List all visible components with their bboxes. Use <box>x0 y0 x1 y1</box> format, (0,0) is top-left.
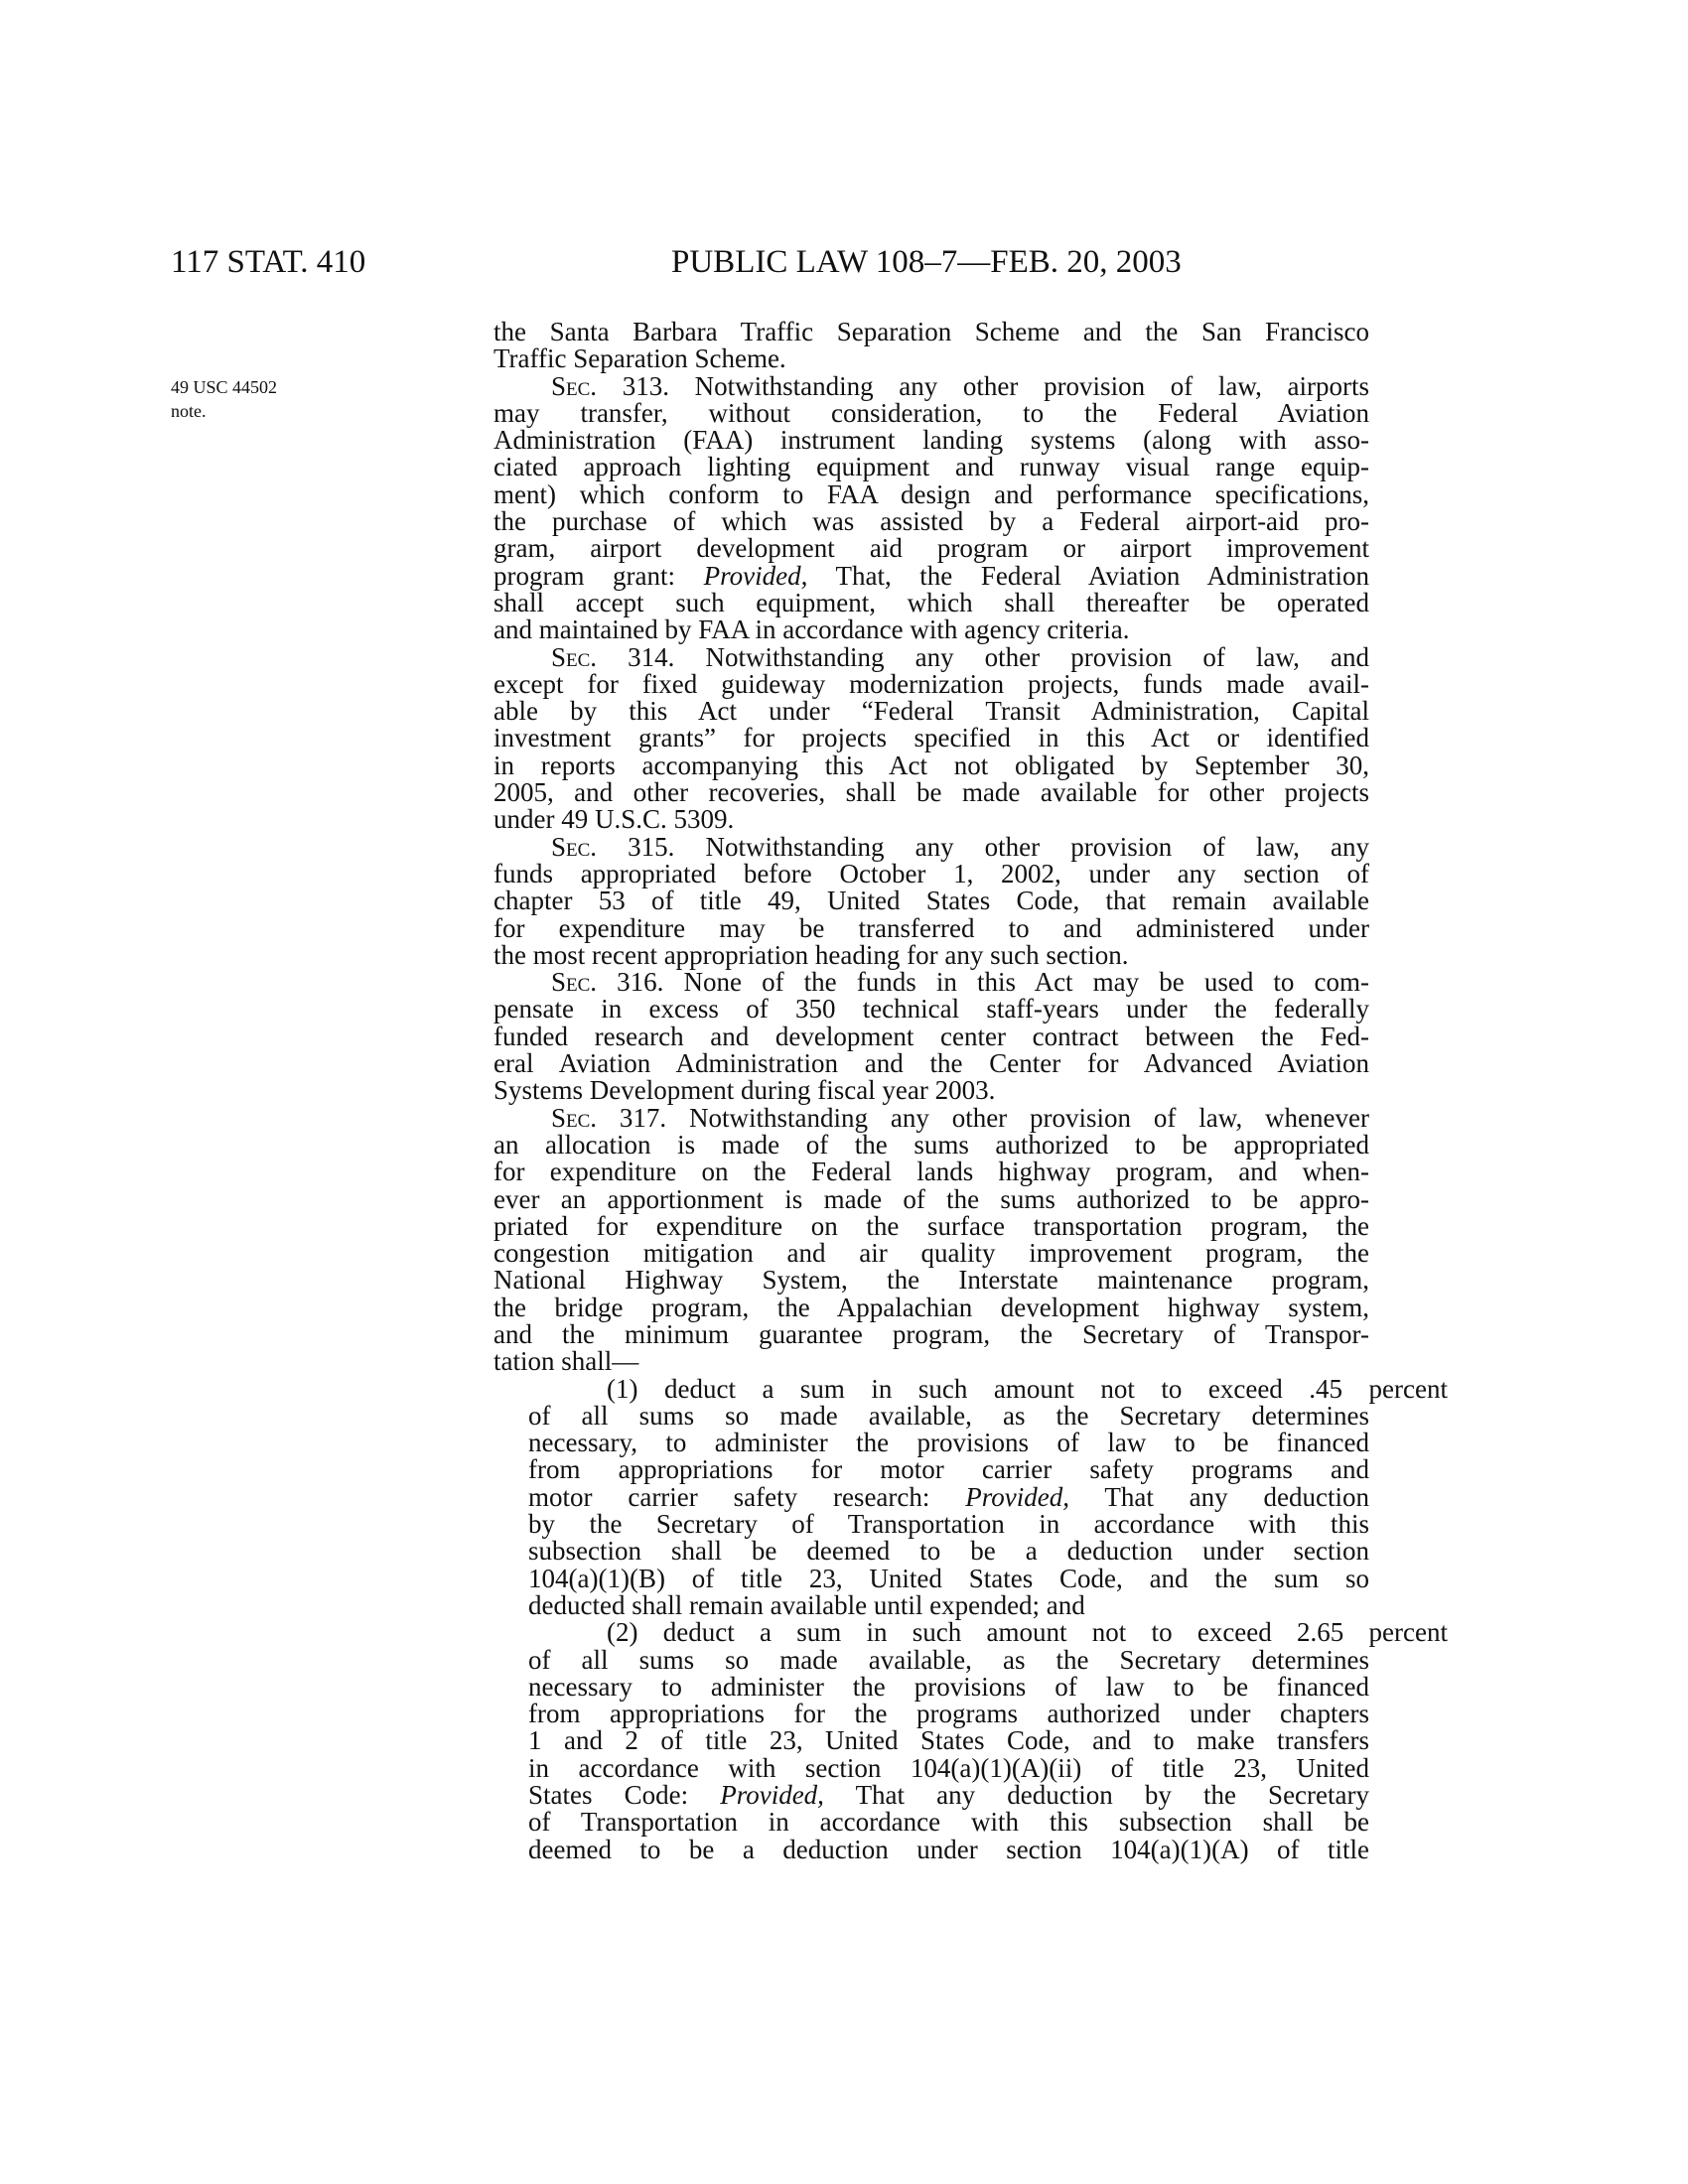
section-paragraph <box>493 969 1369 1104</box>
text-line: of all sums so made available, as the Secretary determines <box>528 1400 1369 1431</box>
text-line: 2005, and other recoveries, shall be made available for other projects <box>493 777 1369 808</box>
document-body <box>493 317 1448 1864</box>
italic-term: Provided, <box>703 560 808 591</box>
text-line: under 49 U.S.C. 5309. <box>493 804 735 835</box>
text-line: Sec. 315. Notwithstanding any other provision of law, any <box>551 831 1369 862</box>
section-label: Sec <box>551 967 591 998</box>
text-line: for expenditure on the Federal lands highway program, and when- <box>493 1157 1369 1187</box>
text-line: by the Secretary of Transportation in accordance with this <box>528 1509 1369 1540</box>
text-line: from appropriations for the programs authorized under chapters <box>528 1699 1369 1729</box>
text-line: and the minimum guarantee program, the Secretary of Transpor- <box>493 1318 1369 1349</box>
text-line: in accordance with section 104(a)(1)(A)(ii) of title 23, United <box>528 1752 1369 1783</box>
text-line: (2) deduct a sum in such amount not to exceed 2.65 percent <box>607 1617 1448 1648</box>
text-line: an allocation is made of the sums authorized to be appropriated <box>493 1129 1369 1160</box>
text-line: necessary to administer the provisions of law to be financed <box>528 1671 1369 1702</box>
text-line: 104(a)(1)(B) of title 23, United States Code, and the sum so <box>528 1563 1369 1593</box>
text-line: necessary, to administer the provisions of law to be financed <box>528 1428 1369 1458</box>
text-line: chapter 53 of title 49, United States Code, that remain available <box>493 886 1369 916</box>
section-paragraph <box>493 641 1369 835</box>
text-line: 1 and 2 of title 23, United States Code, and to make transfers <box>528 1725 1369 1756</box>
text-line: Sec. 314. Notwithstanding any other provision of law, and <box>551 641 1369 672</box>
text-line: program grant: Provided, That, the Federal Aviation Administration <box>493 560 1369 591</box>
text-line: National Highway System, the Interstate maintenance program, <box>493 1265 1369 1296</box>
subsection-paragraph <box>493 1373 1448 1620</box>
text-line: of all sums so made available, as the Secretary determines <box>528 1644 1369 1675</box>
text-line: the bridge program, the Appalachian development highway system, <box>493 1292 1369 1322</box>
section-label: Sec <box>551 370 591 401</box>
section-paragraph <box>493 370 1369 645</box>
subsection-paragraph <box>493 1617 1448 1864</box>
text-line: ever an apportionment is made of the sums authorized to be appro- <box>493 1183 1369 1214</box>
text-line: deemed to be a deduction under section 104(a)(1)(A) of title <box>528 1834 1369 1864</box>
text-line: and maintained by FAA in accordance with agency criteria. <box>493 614 1130 645</box>
italic-term: Provided, <box>720 1780 824 1811</box>
text-line: funded research and development center contract between the Fed- <box>493 1021 1369 1051</box>
text-line: ciated approach lighting equipment and runway visual range equip- <box>493 452 1369 482</box>
text-line: motor carrier safety research: Provided, That any deduction <box>528 1481 1369 1512</box>
text-line: deducted shall remain available until expended; and <box>528 1589 1085 1620</box>
text-line: gram, airport development aid program or airport improvement <box>493 533 1369 564</box>
margin-note <box>171 375 277 423</box>
text-line: States Code: Provided, That any deduction by the Secretary <box>528 1780 1369 1811</box>
text-line: Administration (FAA) instrument landing systems (along with asso- <box>493 425 1369 456</box>
text-line: may transfer, without consideration, to the Federal Aviation <box>493 397 1369 428</box>
text-line: investment grants” for projects specified in this Act or identified <box>493 723 1369 753</box>
section-paragraph <box>493 1102 1369 1377</box>
text-line: for expenditure may be transferred to and administered under <box>493 912 1369 943</box>
text-line: ment) which conform to FAA design and performance specifications, <box>493 478 1369 509</box>
text-line: Sec. 313. Notwithstanding any other provision of law, airports <box>551 370 1369 401</box>
text-line: able by this Act under “Federal Transit Administration, Capital <box>493 696 1369 727</box>
continued-paragraph <box>493 319 1369 373</box>
section-label: Sec <box>551 641 591 672</box>
text-line: of Transportation in accordance with this subsection shall be <box>528 1807 1369 1838</box>
text-line: the Santa Barbara Traffic Separation Scheme and the San Francisco <box>493 317 1369 346</box>
text-line: the most recent appropriation heading for any such section. <box>493 939 1129 970</box>
text-line: the purchase of which was assisted by a Federal airport-aid pro- <box>493 506 1369 537</box>
margin-note-line: note. <box>171 401 207 421</box>
section-label: Sec <box>551 1102 591 1133</box>
text-line: shall accept such equipment, which shall thereafter be operated <box>493 587 1369 617</box>
text-line: from appropriations for motor carrier safety programs and <box>528 1454 1369 1485</box>
text-line: Sec. 317. Notwithstanding any other provision of law, whenever <box>551 1102 1369 1133</box>
text-line: tation shall— <box>493 1346 639 1377</box>
text-line: funds appropriated before October 1, 2002, under any section of <box>493 858 1369 888</box>
text-line: subsection shall be deemed to be a deduction under section <box>528 1536 1369 1567</box>
text-line: pensate in excess of 350 technical staff-years under the federally <box>493 994 1369 1024</box>
italic-term: Provided, <box>965 1481 1069 1512</box>
stat-page-number: 117 STAT. 410 <box>171 244 366 280</box>
text-line: (1) deduct a sum in such amount not to exceed .45 percent <box>607 1373 1448 1404</box>
text-line: in reports accompanying this Act not obligated by September 30, <box>493 750 1369 780</box>
text-line: priated for expenditure on the surface transportation program, the <box>493 1210 1369 1241</box>
text-line: Sec. 316. None of the funds in this Act may be used to com- <box>551 967 1369 998</box>
section-paragraph <box>493 831 1369 970</box>
text-line: eral Aviation Administration and the Center for Advanced Aviation <box>493 1048 1369 1079</box>
running-head: PUBLIC LAW 108–7—FEB. 20, 2003 <box>671 244 1182 280</box>
section-label: Sec <box>551 831 591 862</box>
text-line: Traffic Separation Scheme. <box>493 343 786 374</box>
margin-note-line: 49 USC 44502 <box>171 377 278 397</box>
text-line: Systems Development during fiscal year 2003. <box>493 1075 996 1106</box>
text-line: congestion mitigation and air quality improvement program, the <box>493 1238 1369 1269</box>
text-line: except for fixed guideway modernization projects, funds made avail- <box>493 668 1369 699</box>
